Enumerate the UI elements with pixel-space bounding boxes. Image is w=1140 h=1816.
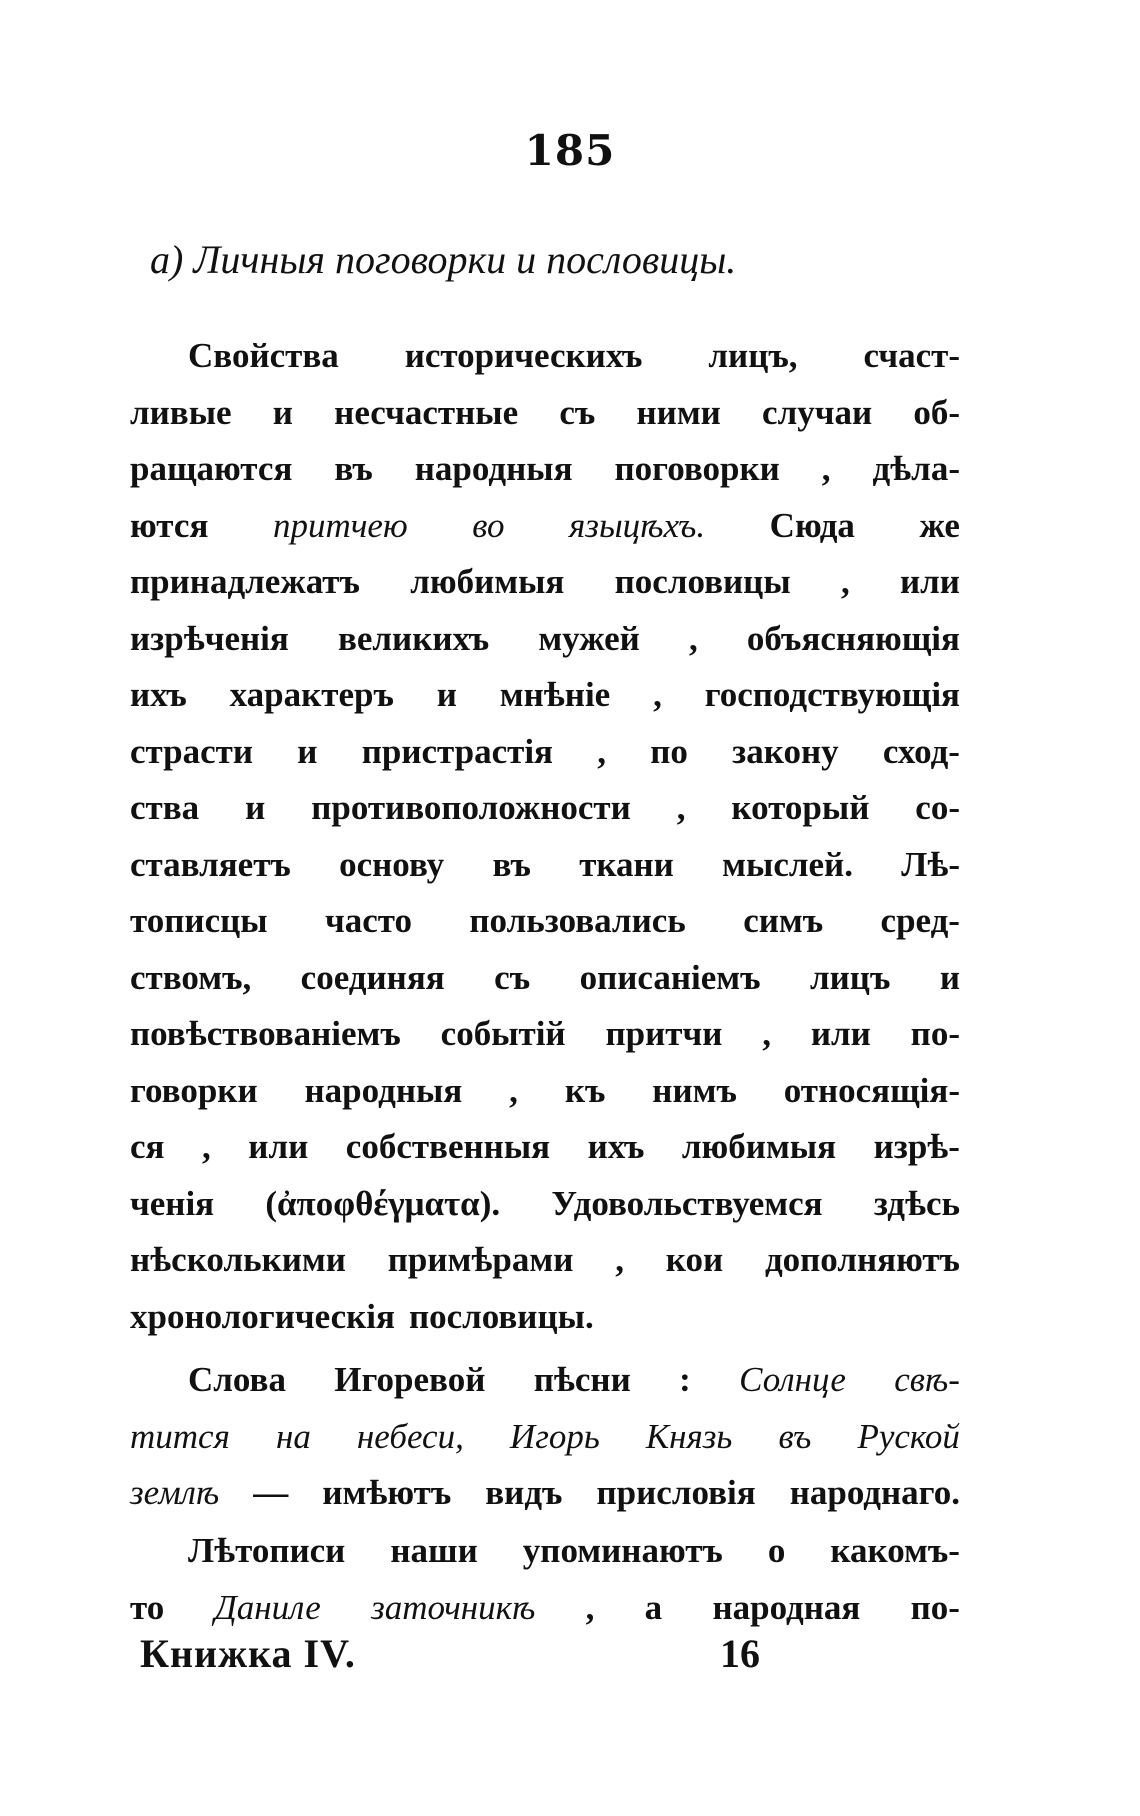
word: дѣла- — [872, 449, 960, 488]
word: къ — [564, 1070, 606, 1110]
word: историческихъ — [404, 336, 643, 375]
word: или — [248, 1127, 309, 1166]
word: пѣсни — [533, 1360, 631, 1399]
word: примѣрами — [387, 1240, 574, 1279]
word: въ — [492, 844, 531, 884]
word: , — [676, 788, 686, 827]
word: во — [472, 505, 505, 545]
word: или — [810, 1014, 871, 1053]
word: собственныя — [345, 1127, 551, 1166]
text-line — [130, 893, 960, 950]
word: нѣсколькими — [130, 1240, 346, 1279]
text-line — [130, 1465, 960, 1522]
text-line — [130, 1580, 960, 1637]
word: какомъ- — [830, 1531, 960, 1570]
word: дополняютъ — [764, 1240, 960, 1279]
text-line — [130, 328, 960, 385]
word: притчи — [605, 1014, 723, 1053]
word: о — [767, 1531, 786, 1570]
text-line — [130, 1523, 960, 1580]
text-line — [130, 1352, 960, 1409]
word: лицъ, — [708, 336, 798, 375]
word: любимыя — [681, 1127, 837, 1166]
word: Игорь — [509, 1416, 600, 1456]
word: , — [615, 1240, 624, 1279]
word: об- — [913, 392, 960, 432]
word: Сюда — [769, 505, 855, 545]
word: , — [597, 731, 606, 771]
word: и — [297, 731, 318, 771]
word: противоположности — [311, 788, 631, 827]
word: ются — [130, 505, 209, 545]
word: счаст- — [863, 336, 960, 375]
word: видъ — [485, 1473, 563, 1512]
word: поговорки — [614, 449, 780, 488]
page-number: 185 — [524, 126, 616, 175]
word: небеси, — [356, 1416, 464, 1456]
word: свѣ- — [894, 1360, 960, 1399]
word: упоминаютъ — [522, 1531, 723, 1570]
word: присловія — [596, 1473, 756, 1512]
word: въ — [334, 449, 373, 488]
word: и — [245, 788, 266, 827]
word: и — [436, 675, 457, 714]
word: кои — [665, 1240, 724, 1279]
word: притчею — [272, 505, 408, 545]
word: пристрастія — [361, 731, 553, 771]
word: великихъ — [337, 618, 490, 658]
word: нимъ — [652, 1070, 737, 1110]
word: — — [253, 1473, 289, 1512]
text-line — [130, 780, 960, 837]
word: , — [762, 1014, 771, 1053]
word: заточникѣ — [371, 1587, 536, 1627]
word: изрѣ- — [873, 1127, 960, 1166]
word: мужей — [538, 618, 640, 658]
word: сред- — [880, 901, 960, 940]
text-line — [130, 724, 960, 781]
word: повѣствованіемъ — [130, 1014, 401, 1053]
word: то — [130, 1587, 165, 1627]
word: ся — [130, 1127, 165, 1166]
word: который — [731, 788, 870, 827]
word: тится — [130, 1416, 230, 1456]
text-line — [130, 667, 960, 724]
word: : — [679, 1360, 691, 1399]
word: ливые — [130, 392, 232, 432]
word: Свойства — [188, 336, 339, 375]
word: наши — [390, 1531, 478, 1570]
word: относящія- — [783, 1070, 960, 1110]
paragraph-1 — [130, 328, 960, 1345]
word: сход- — [882, 731, 960, 771]
text-line — [130, 1409, 960, 1466]
word: по- — [910, 1014, 960, 1053]
word: Лѣ- — [901, 844, 960, 884]
word: по- — [910, 1587, 960, 1627]
word: мнѣніе — [499, 675, 611, 714]
word: закону — [732, 731, 839, 771]
text-line — [130, 1289, 960, 1346]
word: Игоревой — [334, 1360, 486, 1399]
word: съ — [559, 392, 596, 432]
word: народнаго. — [789, 1473, 960, 1512]
word: основу — [339, 844, 445, 884]
word: пословицы. — [408, 1296, 594, 1336]
text-line — [130, 498, 960, 555]
word: Лѣтописи — [188, 1531, 346, 1570]
text-line — [130, 441, 960, 498]
word: мыслей. — [722, 844, 853, 884]
word: ставляетъ — [130, 844, 291, 884]
text-line — [130, 1119, 960, 1176]
word: ткани — [579, 844, 674, 884]
word: , — [585, 1587, 595, 1627]
paragraph-2 — [130, 1352, 960, 1522]
word: хронологическія — [130, 1296, 395, 1336]
word: на — [275, 1416, 311, 1456]
word: лицъ — [809, 957, 891, 997]
word: соединяя — [300, 957, 445, 997]
word: народныя — [304, 1070, 463, 1110]
word: ихъ — [130, 675, 187, 714]
word: событій — [440, 1014, 566, 1053]
word: страсти — [130, 731, 254, 771]
word: описаніемъ — [579, 957, 761, 997]
text-line — [130, 554, 960, 611]
word: Руской — [857, 1416, 960, 1456]
word: характеръ — [229, 675, 394, 714]
word: здѣсь — [873, 1183, 960, 1223]
text-line — [130, 1232, 960, 1289]
section-heading: а) Личныя поговорки и пословицы. — [150, 237, 737, 282]
text-line — [130, 611, 960, 668]
word: ствомъ, — [130, 957, 252, 997]
word: и — [939, 957, 960, 997]
text-line — [130, 1063, 960, 1120]
word: изрѣченія — [130, 618, 289, 658]
word: , — [202, 1127, 211, 1166]
word: со- — [915, 788, 960, 827]
word: и — [272, 392, 293, 432]
word: , — [821, 449, 831, 488]
word: принадлежатъ — [130, 562, 360, 601]
word: ними — [636, 392, 721, 432]
word: а — [644, 1587, 663, 1627]
word: (ἀποφθέγματα). — [265, 1183, 501, 1223]
word: , — [688, 618, 698, 658]
word: или — [899, 562, 960, 601]
word: въ — [778, 1416, 812, 1456]
word: землѣ — [130, 1473, 220, 1512]
word: случаи — [762, 392, 873, 432]
word: часто — [324, 901, 412, 940]
word: тописцы — [130, 901, 268, 940]
word: пользовались — [469, 901, 686, 940]
word: народныя — [414, 449, 573, 488]
word: Слова — [188, 1360, 286, 1399]
word: народная — [712, 1587, 861, 1627]
word: ращаются — [130, 449, 293, 488]
page-footer — [140, 1630, 760, 1677]
word: симъ — [743, 901, 824, 940]
word: ства — [130, 788, 200, 827]
word: имѣютъ — [322, 1473, 452, 1512]
word: господствующія — [704, 675, 960, 714]
word: ихъ — [587, 1127, 645, 1166]
paragraph-3 — [130, 1523, 960, 1636]
word: же — [919, 505, 960, 545]
word: ченія — [130, 1183, 215, 1223]
word: говорки — [130, 1070, 258, 1110]
text-line — [130, 385, 960, 442]
text-line — [130, 1006, 960, 1063]
word: , — [653, 675, 662, 714]
word: пословицы — [614, 562, 791, 601]
word: , — [509, 1070, 518, 1110]
word: съ — [494, 957, 531, 997]
word: любимыя — [410, 562, 565, 601]
text-line — [130, 837, 960, 894]
signature-label: Книжка IV. — [140, 1631, 356, 1676]
word: , — [840, 562, 850, 601]
word: Удовольствуемся — [551, 1183, 823, 1223]
word: Князь — [645, 1416, 733, 1456]
text-line — [130, 950, 960, 1007]
text-line — [130, 1176, 960, 1233]
signature-number: 16 — [720, 1631, 760, 1676]
word: языцѣхъ. — [569, 505, 706, 545]
word: по — [650, 731, 688, 771]
word: Даниле — [214, 1587, 321, 1627]
word: объясняющія — [746, 618, 960, 658]
word: Солнце — [739, 1360, 846, 1399]
word: несчастные — [334, 392, 519, 432]
